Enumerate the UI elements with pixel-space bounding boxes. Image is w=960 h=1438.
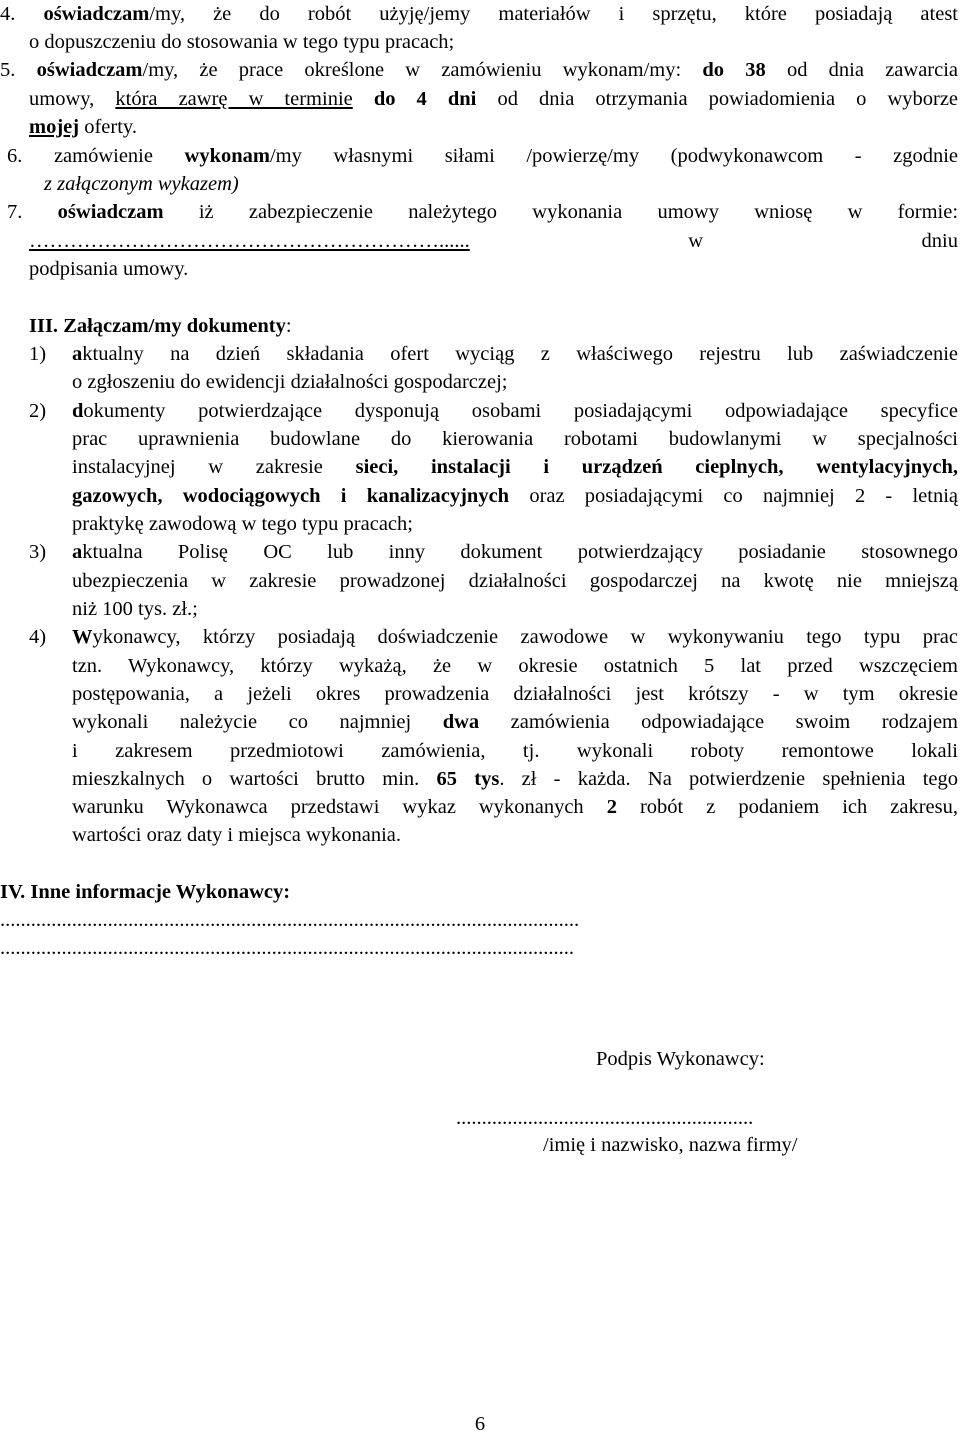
page-number: 6: [474, 1413, 486, 1435]
list-4-line2: tzn. Wykonawcy, którzy wykażą, że w okresie ostatnich 5 lat przed wszczęciem: [72, 655, 958, 677]
list-3-line1: [72, 538, 958, 566]
list-2-initial: d: [72, 400, 84, 422]
list-4-text-6a: mieszkalnych o wartości brutto min.: [72, 768, 420, 790]
item-5-line1: [0, 56, 958, 84]
item-5-oferty: oferty.: [84, 116, 137, 138]
list-2-text-a: instalacyjnej w zakresie: [72, 456, 323, 478]
list-3-initial: a: [72, 541, 83, 563]
section-3-colon: :: [285, 315, 292, 337]
list-2-text: okumenty potwierdzające dysponują osobami posiadającymi odpowiadające specyfice: [83, 400, 958, 422]
list-3-line3: niż 100 tys. zł.;: [72, 598, 198, 620]
item-4-number: 4.: [0, 3, 16, 25]
list-4-bold-65: 65 tys: [436, 768, 500, 790]
item-5-days: do 38: [702, 59, 766, 81]
item-5-number: 5.: [0, 59, 16, 81]
item-5-text-b: od dnia otrzymania powiadomienia o wyborze: [497, 88, 959, 110]
list-4-bold-2: 2: [606, 796, 617, 818]
item-5-line2: [29, 85, 958, 113]
section-4-title: IV. Inne informacje Wykonawcy:: [0, 881, 291, 903]
list-2-bold-b: gazowych, wodociągowych i kanalizacyjnych: [72, 485, 510, 507]
section-4-heading: [0, 878, 958, 906]
item-5-line3: [29, 113, 958, 141]
list-3-number: 3): [29, 541, 47, 563]
list-3-text: ktualna Polisę OC lub inny dokument potwierdzający posiadanie stosownego: [82, 541, 958, 563]
item-6-text-b: /my własnymi siłami /powierzę/my (podwykonawcom - zgodnie: [269, 145, 959, 167]
item-4-bold: oświadczam: [43, 3, 150, 25]
item-7-text: iż zabezpieczenie należytego wykonania umowy wniosę w formie:: [198, 201, 959, 223]
list-1-number: 1): [29, 343, 47, 365]
list-4-line6: [72, 765, 958, 793]
list-4-initial: W: [72, 626, 93, 648]
list-4-text-4b: zamówienia odpowiadające swoim rodzajem: [510, 711, 958, 733]
list-4-bold-dwa: dwa: [442, 711, 480, 733]
list-4-text-7b: robót z podaniem ich zakresu,: [639, 796, 958, 818]
list-4-number: 4): [29, 626, 47, 648]
list-4-line8: wartości oraz daty i miejsca wykonania.: [72, 824, 402, 846]
list-4-line5: i zakresem przedmiotowi zamówienia, tj. wykonali roboty remontowe lokali: [72, 740, 958, 762]
item-6-text-a: zamówienie: [53, 145, 153, 167]
list-2-text-b: oraz posiadającymi co najmniej 2 - letnią: [529, 485, 959, 507]
item-6-italic: z załączonym wykazem): [44, 173, 239, 195]
item-7-line1: [7, 198, 958, 226]
list-2-line4: [72, 482, 958, 510]
item-7-text-end: w dniu: [688, 230, 958, 252]
list-2-bold-a: sieci, instalacji i urządzeń cieplnych, wentylacyjnych,: [355, 456, 959, 478]
list-2-line1: [72, 397, 958, 425]
item-5-underlined: która zawrę w terminie: [115, 88, 353, 110]
item-5-text-end: od dnia zawarcia: [786, 59, 959, 81]
section-3-number: III.: [29, 315, 59, 337]
item-7-blank: ……………………………………………………......: [29, 230, 470, 252]
list-4-line3: postępowania, a jeżeli okres prowadzenia działalności jest krótszy - w tym okresie: [72, 683, 958, 705]
list-4-text-4a: wykonali należycie co najmniej: [72, 711, 412, 733]
item-4-text: /my, że do robót użyję/jemy materiałów i sprzętu, które posiadają atest: [149, 3, 958, 25]
list-2-line3: [72, 453, 958, 481]
section-4-dots-1: .................................................................................................................: [0, 909, 580, 931]
list-4-line4: [72, 708, 958, 736]
item-5-text: /my, że prace określone w zamówieniu wykonam/my:: [142, 59, 682, 81]
item-4-line2: o dopuszczeniu do stosowania w tego typu pracach;: [29, 31, 455, 53]
list-1-text: ktualny na dzień składania ofert wyciąg z właściwego rejestru lub zaświadczenie: [82, 343, 958, 365]
section-4-dots-2: ................................................................................................................: [0, 937, 574, 959]
item-7-line3: podpisania umowy.: [29, 258, 189, 280]
list-3-line2: ubezpieczenia w zakresie prowadzonej działalności gospodarczej na kwotę nie mniejszą: [72, 570, 958, 592]
list-4-line7: [72, 793, 958, 821]
item-7-number: 7.: [7, 201, 23, 223]
signature-label: Podpis Wykonawcy:: [596, 1048, 765, 1070]
item-6-number: 6.: [7, 145, 23, 167]
item-6-bold: wykonam: [184, 145, 270, 167]
section-3-heading: [29, 312, 958, 340]
list-1-initial: a: [72, 343, 83, 365]
item-5-term: do 4 dni: [373, 88, 477, 110]
item-6-line2: [44, 170, 958, 198]
item-5-text-a: umowy,: [29, 88, 95, 110]
item-6-line1: [7, 142, 958, 170]
item-4-line1: [0, 0, 958, 28]
item-7-bold: oświadczam: [57, 201, 164, 223]
item-5-mojej: mojej: [29, 116, 80, 138]
item-5-bold: oświadczam: [36, 59, 143, 81]
list-4-text-1: ykonawcy, którzy posiadają doświadczenie zawodowe w wykonywaniu tego typu prac: [92, 626, 958, 648]
signature-caption: /imię i nazwisko, nazwa firmy/: [543, 1134, 798, 1156]
list-4-text-6b: . zł - każda. Na potwierdzenie spełnienia tego: [499, 768, 958, 790]
list-2-number: 2): [29, 400, 47, 422]
list-2-line5: praktykę zawodową w tego typu pracach;: [72, 513, 413, 535]
section-3-title: Załączam/my dokumenty: [63, 315, 286, 337]
signature-dots: ..........................................................: [456, 1107, 754, 1129]
item-7-line2: [29, 227, 958, 255]
list-4-text-7a: warunku Wykonawca przedstawi wykaz wykonanych: [72, 796, 584, 818]
list-1-line2: o zgłoszeniu do ewidencji działalności gospodarczej;: [72, 371, 508, 393]
list-1-line1: [72, 340, 958, 368]
list-2-line2: prac uprawnienia budowlane do kierowania robotami budowlanymi w specjalności: [72, 428, 958, 450]
list-4-line1: [72, 623, 958, 651]
